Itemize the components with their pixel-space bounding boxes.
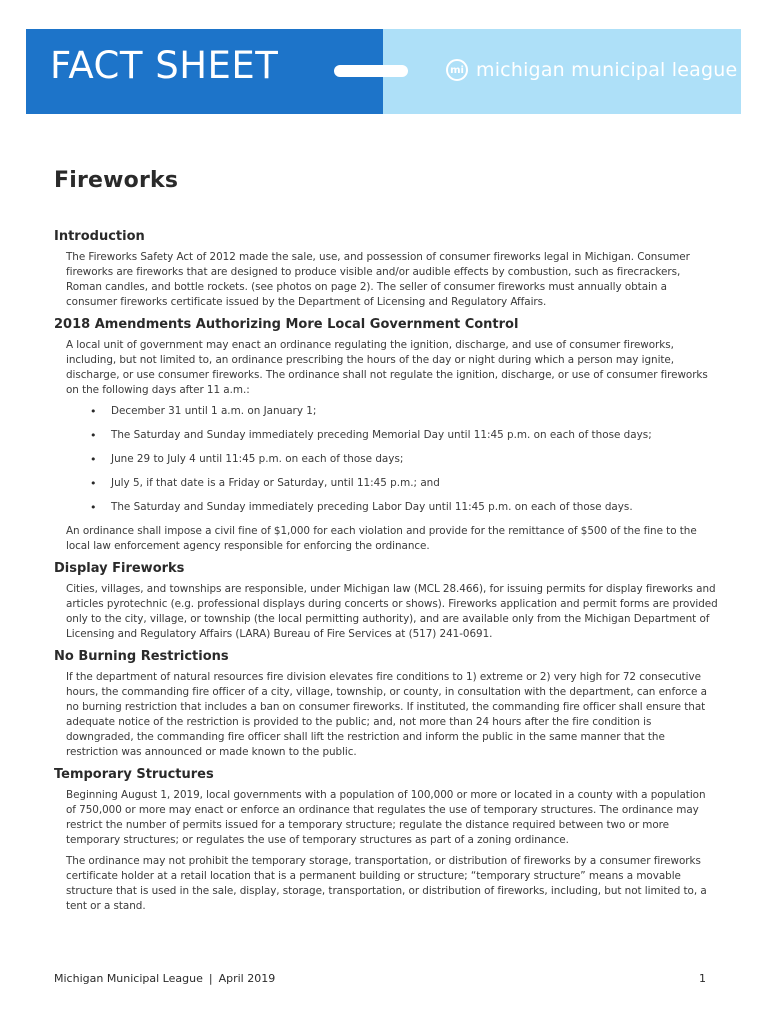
- list-item: • June 29 to July 4 until 11:45 p.m. on each of those days;: [66, 452, 718, 467]
- list-item: • The Saturday and Sunday immediately preceding Memorial Day until 11:45 p.m. on each of those days;: [66, 428, 718, 443]
- bullet-list: [66, 404, 718, 515]
- section-heading: Introduction: [54, 229, 145, 245]
- section-heading: No Burning Restrictions: [54, 649, 229, 665]
- header-blue-band: [26, 29, 383, 114]
- section-introduction: [54, 229, 718, 310]
- section-temporary-structures: [54, 767, 718, 914]
- connector-bar: [334, 65, 408, 77]
- mml-logo: [446, 59, 737, 81]
- section-heading: Display Fireworks: [54, 561, 185, 577]
- mml-logo-icon: mi: [446, 59, 468, 81]
- section-paragraph: An ordinance shall impose a civil fine of $1,000 for each violation and provide for the remittance of $500 of the fine to the local law enforcement agency responsible for enforcing the ordinance.: [66, 525, 697, 553]
- footer-info: [54, 972, 275, 985]
- list-item: • The Saturday and Sunday immediately preceding Labor Day until 11:45 p.m. on each of those days.: [66, 500, 718, 515]
- list-item: • December 31 until 1 a.m. on January 1;: [66, 404, 718, 419]
- section-heading: Temporary Structures: [54, 766, 214, 782]
- section-paragraph: Beginning August 1, 2019, local governments with a population of 100,000 or more or located in a county with a population of 750,000 or more may enact or enforce an ordinance that regulates the use of temporary structures. The ordinance may restrict the number of permits issued for a temporary structure; regulate the distance required between two or more temporary structures; or regulates the use of temporary structures as part of a zoning ordinance.: [66, 788, 706, 846]
- fact-sheet-header: [26, 29, 741, 114]
- section-paragraph: The ordinance may not prohibit the temporary storage, transportation, or distribution of fireworks by a consumer fireworks certificate holder at a retail location that is a permanent building or structure; “temporary structure” means a movable structure that is used in the sale, display, storage, transportation, or distribution of fireworks, including, but not limited to, a tent or a stand.: [66, 854, 707, 912]
- page-title: Fireworks: [54, 168, 179, 193]
- section-2018-amendments: [54, 317, 718, 554]
- section-no-burning: [54, 649, 718, 760]
- section-paragraph: Cities, villages, and townships are responsible, under Michigan law (MCL 28.466), for issuing permits for display fireworks and articles pyrotechnic (e.g. professional displays during concerts or shows). Fireworks application and permit forms are provided only to the city, village, or township (the local permitting authority), and are available only from the Michigan Department of Licensing and Regulatory Affairs (LARA) Bureau of Fire Services at (517) 241-0691.: [66, 583, 718, 641]
- section-heading: 2018 Amendments Authorizing More Local Government Control: [54, 317, 519, 333]
- header-connector-graphic: [334, 65, 408, 77]
- fact-sheet-title: FACT SHEET: [50, 44, 279, 87]
- mml-logo-text: michigan municipal league: [476, 59, 738, 81]
- footer-separator: |: [208, 972, 213, 985]
- document-body: [54, 168, 718, 920]
- section-display-fireworks: [54, 561, 718, 642]
- section-paragraph: The Fireworks Safety Act of 2012 made the sale, use, and possession of consumer fireworks legal in Michigan. Consumer fireworks are fireworks that are designed to produce visible and/or audible effects by combustion, such as firecrackers, Roman candles, and bottle rockets. (see photos on page 2). The seller of consumer fireworks must annually obtain a consumer fireworks certificate issued by the Department of Licensing and Regulatory Affairs.: [66, 251, 690, 309]
- section-paragraph: A local unit of government may enact an ordinance regulating the ignition, discharge, and use of consumer fireworks, including, but not limited to, an ordinance prescribing the hours of the day or night during which a person may ignite, discharge, or use consumer fireworks. The ordinance shall not regulate the ignition, discharge, or use of consumer fireworks on the following days after 11 a.m.:: [66, 339, 708, 397]
- list-item: • July 5, if that date is a Friday or Saturday, until 11:45 p.m.; and: [66, 476, 718, 491]
- section-paragraph: If the department of natural resources fire division elevates fire conditions to 1) extreme or 2) very high for 72 consecutive hours, the commanding fire officer of a city, village, township, or county, in consultation with the department, can enforce a no burning restriction that includes a ban on consumer fireworks. If instituted, the commanding fire officer shall ensure that adequate notice of the restriction is provided to the public; and, not more than 24 hours after the fire condition is downgraded, the commanding fire officer shall lift the restriction and inform the public in the same manner that the restriction was announced or made known to the public.: [66, 670, 707, 758]
- page-number: 1: [699, 972, 706, 985]
- footer-date: April 2019: [218, 972, 276, 985]
- footer-org: Michigan Municipal League: [54, 972, 203, 985]
